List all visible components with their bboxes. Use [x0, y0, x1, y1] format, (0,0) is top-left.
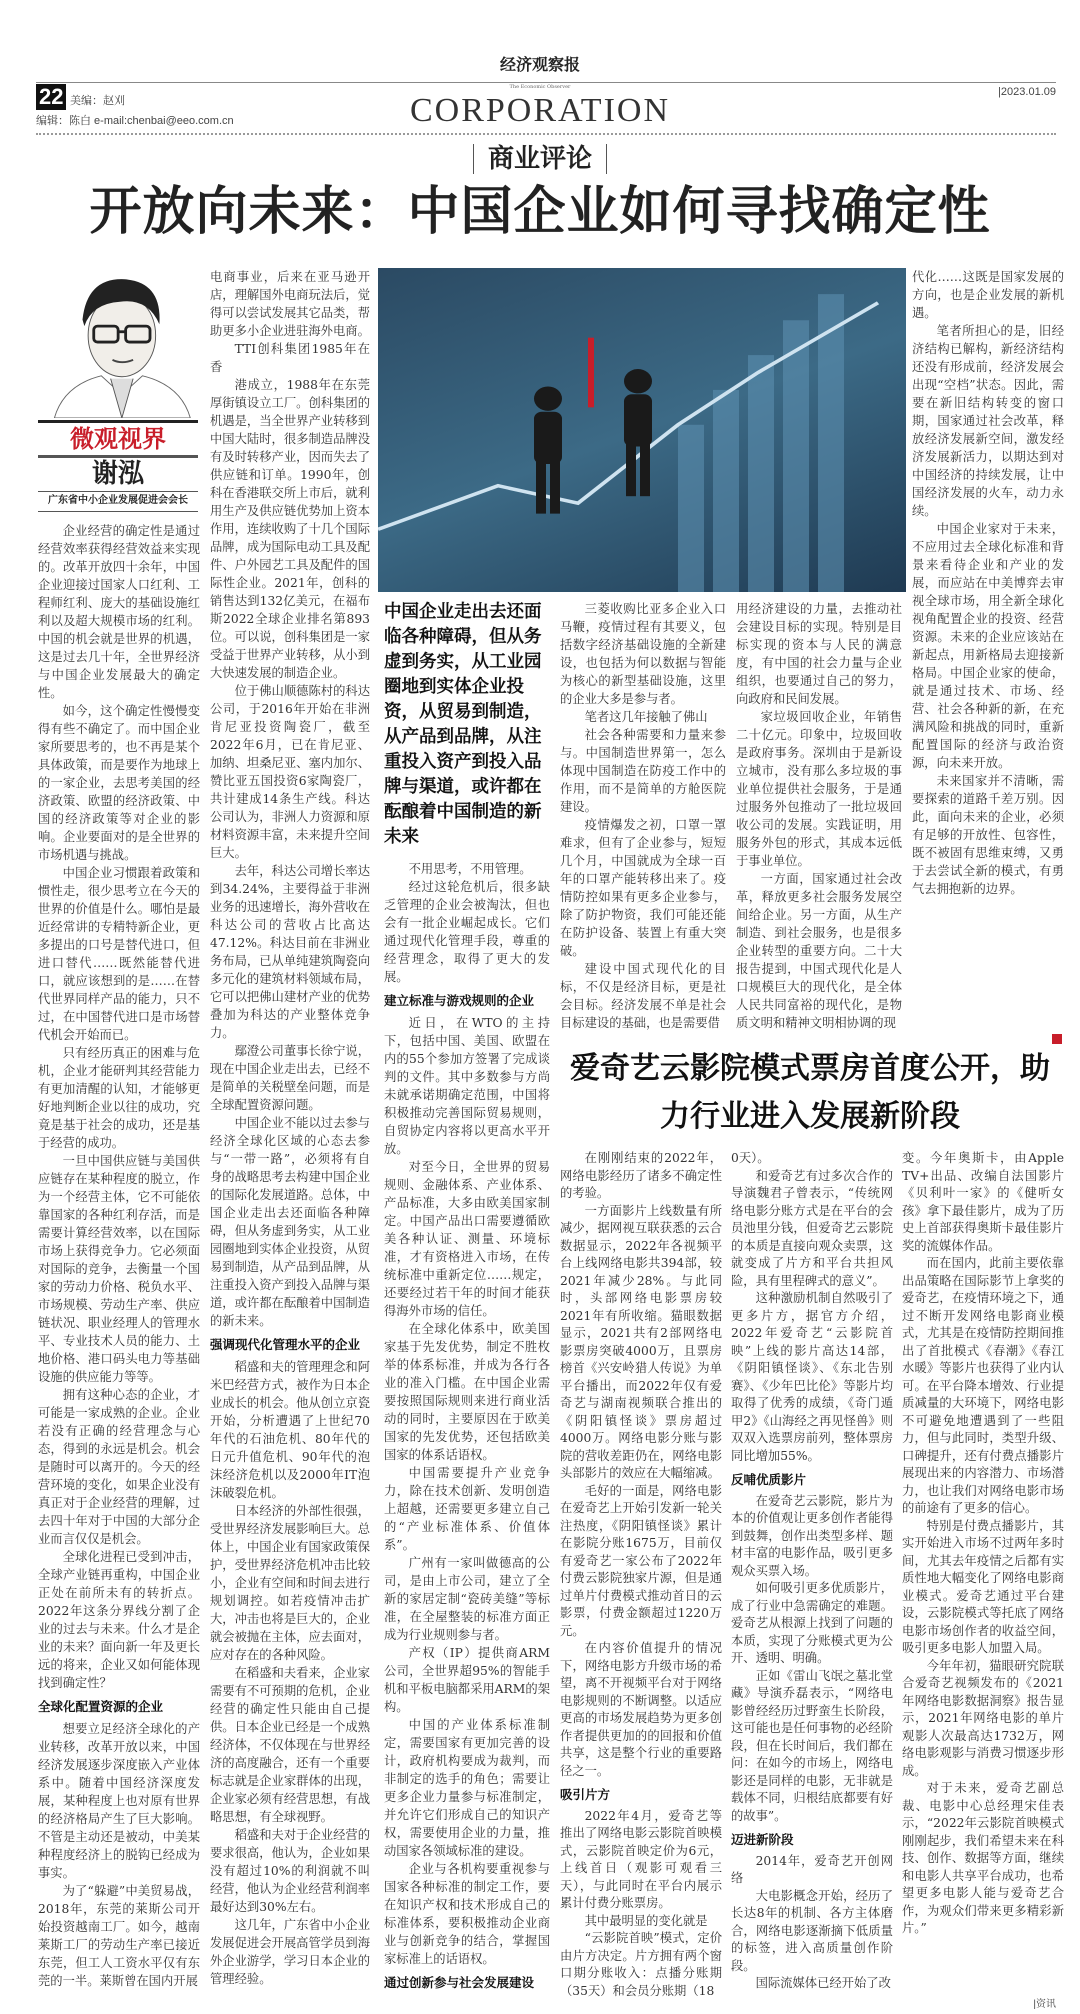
- paragraph: 位于佛山顺德陈村的科达公司，于2016年开始在非洲肯尼亚投资陶瓷厂，截至2022年6月，已在肯尼亚、加纳、坦桑尼亚、塞内加尔、赞比亚五国投资6家陶瓷厂，共计建成14条生产线。科达公司认为，非洲人力资源和原材料资源丰富，未来提升空间巨大。: [210, 684, 370, 860]
- editor-credit: 编辑：陈白 e-mail:chenbai@eeo.com.cn: [36, 115, 234, 127]
- paragraph: 拥有这种心态的企业，才可能是一家成熟的企业。企业若没有正确的经营理念与心态，得到的永远是机会。机会是随时可以离开的。今天的经营环境的变化，如果企业没有真正对于企业经营的理解，过去四十年对于中国的大部分企业而言仅仅是机会。: [38, 1388, 200, 1546]
- paragraph: 特别是付费点播影片，其实开始进入市场不过两年多时间，尤其去年疫情之后都有实质性地大幅变化了网络电影商业模式。爱奇艺通过平台建设，云影院模式等托底了网络电影市场创作者的收益空间，吸引更多电影人加盟入局。: [902, 1518, 1064, 1655]
- paragraph: 如今，这个确定性慢慢变得有些不确定了。而中国企业家所要思考的，也不再是某个具体政策，而是要作为地球上的一家企业，去思考美国的经济政策、欧盟的经济政策、中国的经济政策等对企业的影响。企业要面对的是全世界的市场机遇与挑战。: [38, 704, 200, 862]
- paragraph: 一方面，国家通过社会改革，释放更多社会服务发展空间给企业。另一方面，从生产制造、到社会服务，也是很多企业转型的重要方向。二十大报告提到，中国式现代化是人口规模巨大的现代化，是全体人民共同富裕的现代化，是物质文明和精神文明相协调的现: [736, 872, 902, 1030]
- paragraph: 建设中国式现代化的目标，不仅是经济目标，更是社会目标。经济发展不单是社会目标建设的基础，也是需要借: [560, 962, 726, 1030]
- paragraph: 不用思考，不用管理。: [408, 862, 532, 876]
- paragraph: 一方面影片上线数量有所减少，据网视互联获悉的云合数据显示，2022年各视频平台上线网络电影共394部，较2021年减少28%。与此同时，头部网络电影票房较2021年有所收缩。猫眼数据显示，2021共有2部网络电影票房突破4000万，且票房榜首《兴安岭猎人传说》为单平台播出，而2022年仅有爱奇艺与湖南视频联合推出的《阴阳镇怪谈》票房超过4000万。网络电影分账与影院的营收差距仍在，网络电影头部影片的效应在大幅缩减。: [560, 1203, 722, 1480]
- paragraph: 这种激励机制自然吸引了更多片方，据官方介绍，2022年爱奇艺“云影院首映”上线的影片高达14部，《阴阳镇怪谈》、《东北告别赛》、《少年巴比伦》等影片均取得了优秀的成绩，《奇门遁甲2》《山海经之再见怪兽》则双双入选票房前列，整体票房同比增加55%。: [731, 1291, 893, 1463]
- paragraph: 去年，科达公司增长率达到34.24%，主要得益于非洲业务的迅速增长，海外营收在科达公司的营收占比高达47.12%。科达目前在非洲业务布局，已从单纯建筑陶瓷向多元化的建筑材料领域布局，它可以把佛山建材产业的优势叠加为科达的产业整体竞争力。: [210, 864, 370, 1040]
- section-cn: [0, 138, 1080, 175]
- paragraph: 家垃圾回收企业，年销售二十亿元。印象中，垃圾回收是政府事务。深圳由于是新设立城市，没有那么多垃圾的事业单位提供社会服务，于是通过服务外包推动了一批垃圾回收公司的发展。实践证明，用服务外包的形式，其成本远低于事业单位。: [736, 710, 902, 868]
- article1-column-6: [912, 268, 1064, 1032]
- article1-column-5: [736, 600, 902, 1032]
- subheading: 强调现代化管理水平的企业: [210, 1337, 361, 1352]
- subheading: 通过创新参与社会发展建设: [384, 1975, 535, 1990]
- paragraph: 稻盛和夫的管理理念和阿米巴经营方式，被作为日本企业成长的机会。他从创立京瓷开始，分析遭遇了上世纪70年代的石油危机、80年代的日元升值危机、90年代的泡沫经济危机以及2000年IT泡沫破裂危机。: [210, 1360, 370, 1500]
- paragraph: 全球化进程已受到冲击，全球产业链再重构，中国企业正处在前所未有的转折点。2022年这条分界线分割了企业的过去与未来。什么才是企业的未来？面向新一年及更长远的将来，企业又如何能体现找到确定性？: [38, 1550, 200, 1690]
- author-name: 谢泓: [38, 458, 198, 492]
- paragraph: 在爱奇艺云影院，影片为本的价值观让更多创作者能得到鼓舞，创作出类型多样、题材丰富的电影作品，吸引更多观众买票入场。: [731, 1493, 893, 1578]
- paragraph: TTI创科集团1985年在香: [210, 342, 370, 374]
- article2-column-3: [902, 1150, 1064, 2000]
- paragraph: 对于未来，爱奇艺副总裁、电影中心总经理宋佳表示，“2022年云影院首映模式刚刚起步，我们希望未来在科技、创作、数据等方面，继续和电影人共享平台成功，也希望更多电影人能与爱奇艺合作，为观众们带来更多精彩新片。”: [902, 1781, 1064, 1935]
- paragraph: 正如《雷山飞氓之墓北堂藏》导演乔磊表示，“网络电影曾经经历过野蛮生长阶段，这可能也是任何事物的必经阶段，但在长时间后，我们都在问：在如今的市场上，网络电影还是同样的电影，无非就是载体不同，归根结底都要有好的故事”。: [731, 1668, 893, 1823]
- paragraph: 毛好的一面是，网络电影在爱奇艺上开始引发新一轮关注热度，《阴阳镇怪谈》累计在影院分账1675万，目前仅有爱奇艺一家公布了2022年付费云影院独家片源，但是通过单片付费模式推动首日的云影票，付费金额超过1220万元。: [560, 1483, 722, 1638]
- paragraph: 企业与各机构要重视参与国家各种标准的制定工作，要在知识产权和技术形成自己的标准体系，要积极推动企业商业与创新竞争的结合，掌握国家标准上的话语权。: [384, 1862, 550, 1966]
- author-portrait: [40, 268, 200, 418]
- dotted-divider: [36, 133, 1056, 135]
- paragraph: 在刚刚结束的2022年，网络电影经历了诸多不确定性的考验。: [560, 1151, 722, 1200]
- paragraph: 中国需要提升产业竞争力，除在技术创新、发明创造上超越，还需要更多建立自己的“产业标准体系、价值体系”。: [384, 1466, 550, 1552]
- article-photo: [378, 268, 906, 592]
- article-title: 开放向未来：中国企业如何寻找确定性: [89, 181, 991, 242]
- section-en: CORPORATION: [409, 92, 671, 129]
- article1-column-1: [38, 522, 200, 2000]
- paragraph: 想要立足经济全球化的产业转移，改革开放以来，中国经济发展逐步深度嵌入产业体系中。随着中国经济深度发展，某种程度上也对原有世界的经济格局产生了巨大影响。不管是主动还是被动，中美某种程度经济上的脱钩已经成为事实。: [38, 1722, 200, 1880]
- paragraph: 产权（IP）提供商ARM公司，全世界超95%的智能手机和平板电脑都采用ARM的架构。: [384, 1646, 550, 1714]
- paragraph: 如何吸引更多优质影片，成了行业中急需确定的难题。爱奇艺从根源上找到了问题的本质，实现了分账模式更为公开、透明、明确。: [731, 1581, 893, 1665]
- paragraph: 电商事业，后来在亚马逊开店，理解国外电商玩法后，觉得可以尝试发展其它品类，帮助更多小企业进驻海外电商。: [210, 270, 370, 338]
- paragraph: 稻盛和夫对于企业经营的要求很高，他认为，企业如果没有超过10%的利润就不叫经营，他认为企业经营利润率最好达到30%左右。: [210, 1828, 370, 1914]
- paragraph: 中国企业不能以过去参与经济全球化区域的心态去参与“一带一路”，必须将有自身的战略思考去构建中国企业的国际化发展道路。总体，中国企业走出去还面临各种障碍，但从务虚到务实，从工业园圈地到实体企业投资，从贸易到制造，从产品到品牌，从注重投入资产到投入品牌与渠道，或许都在酝酿着中国制造的新未来。: [210, 1116, 370, 1328]
- paragraph: 三菱收购比亚多企业入口马鞭，疫情过程有其要义，包括数字经济基础设施的全新建设，也包括为何以数据与智能为核心的新型基础设施，这里的企业大多是参与者。: [560, 602, 726, 706]
- paragraph: 广州有一家叫做德高的公司，是由上市公司，建立了全新的家居定制“瓷砖美缝”等标准，在全屋整装的标准方面正成为行业规则参与者。: [384, 1556, 550, 1642]
- paragraph: 2022年4月，爱奇艺等推出了网络电影云影院首映模式，云影院首映定价为6元，上线首日（观影可观看三天），与此同时在平台内展示累计付费分账票房。: [560, 1808, 722, 1910]
- issue-date: |2023.01.09: [998, 86, 1056, 98]
- end-mark-icon: [1052, 1034, 1062, 1044]
- paragraph: 中国企业习惯跟着政策和惯性走，很少思考立在今天的世界的价值是什么。哪怕是最近经常讲的专精特新企业，更多提出的口号是替代进口，但进口替代……既然能替代进口，就应该想到的是……在替代世界同样产品的能力，只不过，在中国替代进口是市场替代机会开始而已。: [38, 866, 200, 1042]
- page-number: 22: [36, 84, 66, 110]
- article1-column-3: [384, 860, 550, 2000]
- paragraph: 经过这轮危机后，很多缺乏管理的企业会被淘汰，但也会有一批企业崛起成长。它们通过现代化管理手段，尊重的经营理念，取得了更大的发展。: [384, 880, 550, 984]
- paragraph: 疫情爆发之初，口罩一罩难求，但有了企业参与，短短几个月，中国就成为全球一百年的口罩产能转移出来了。疫情防控如果有更多企业参与，除了防护物资，我们可能还能在防护设备、装置上有重大突破。: [560, 818, 726, 958]
- paragraph: 未来国家并不清晰，需要探索的道路千差万别。因此，面向未来的企业，必须有足够的开放性、包容性，既不被固有思维束缚，又勇于去尝试全新的模式，有勇气去拥抱新的边界。: [912, 774, 1064, 896]
- subheading: 反哺优质影片: [731, 1472, 807, 1487]
- column-name: 微观视界: [38, 420, 198, 458]
- paragraph: 在全球化体系中，欧美国家基于先发优势，制定不胜枚举的体系标准，并成为各行各业的准入门槛。在中国企业需要按照国际规则来进行商业活动的同时，主要原因在于欧美国家的先发优势，还包括欧美国家的体系话语权。: [384, 1322, 550, 1462]
- paragraph: 今年年初，猫眼研究院联合爱奇艺视频发布的《2021年网络电影数据洞察》报告显示，2021年网络电影的单片观影人次最高达1732万，网络电影观影与消费习惯逐步形成。: [902, 1658, 1064, 1778]
- paragraph: 对至今日，全世界的贸易规则、金融体系、产业体系、产品标准，大多由欧美国家制定。中国产品出口需要遵循欧美各种认证、测量、环境标准，才有资格进入市场，在传统标准中重新定位……规定，还要经过若干年的时间才能获得海外市场的信任。: [384, 1160, 550, 1318]
- art-editor: 美编：赵刈: [70, 95, 125, 107]
- section-cn-label: 商业评论: [473, 144, 607, 174]
- paragraph: 这几年，广东省中小企业发展促进会开展高管学员到海外企业游学，学习日本企业的管理经验。: [210, 1918, 370, 1986]
- paragraph: 变。今年奥斯卡，由Apple TV+出品、改编自法国影片《贝利叶一家》的《健听女孩》拿下最佳影片，成为了历史上首部获得奥斯卡最佳影片奖的流媒体作品。: [902, 1151, 1064, 1253]
- paragraph: 港成立，1988年在东莞厚街镇设立工厂。创科集团的机遇是，当全世界产业转移到中国大陆时，很多制造品牌没有及时转移产业，因而失去了供应链和订单。1990年，创科在香港联交所上市后，就利用生产及供应链优势加上资本作用，连续收购了十几个国际品牌，成为国际电动工具及配件、户外园艺工具及配件的国际性企业。2021年，创科的销售达到132亿美元，在福布斯2022全球企业排名第893位。可以说，创科集团是一家受益于世界产业转移，从小到大快速发展的制造企业。: [210, 378, 370, 680]
- article1-column-4: [560, 600, 726, 1032]
- pull-quote: 中国企业走出去还面临各种障碍，但从务虚到务实，从工业园圈地到实体企业投资，从贸易到制造，从产品到品牌，从注重投入资产到投入品牌与渠道，或许都在酝酿着中国制造的新未来: [384, 602, 542, 847]
- paragraph: 中国企业家对于未来，不应用过去全球化标准和背景来看待企业和产业的发展，而应站在中美博弈去审视全球市场，用全新全球化视角配置企业的投资、经营资源。未来的企业应该站在新起点，用新格局去迎接新格局。中国企业家的使命，就是通过技术、市场、经营、社会各种新的新，在充满风险和挑战的同时，重新配置国际的经济与政治资源，向未来开放。: [912, 522, 1064, 770]
- paragraph: 中国的产业体系标准制定，需要国家有更加完善的设计，政府机构要成为裁判，而非制定的选手的角色；需要让更多企业力量参与标准制定，并允许它们形成自己的知识产权，需要使用企业的力量，推动国家各领域标准的建设。: [384, 1718, 550, 1858]
- paragraph: “云影院首映”模式，定价由片方决定。片方拥有两个窗口期分账收入：点播分账期（35天）和会员分账期（18: [560, 1931, 722, 1998]
- subheading: 建立标准与游戏规则的企业: [384, 993, 535, 1008]
- paragraph: 0天）。: [731, 1151, 770, 1165]
- article2-title: 爱奇艺云影院模式票房首度公开，助力行业进入发展新阶段: [570, 1051, 1050, 1134]
- paragraph: 而在国内，此前主要依靠出品策略在国际影节上拿奖的爱奇艺，在疫情环境之下，通过不断开发网络电影商业模式，尤其是在疫情防控期间推出了首批模式《春潮》《春江水暖》等影片也获得了业内认可。在平台降本增效、行业提质减量的大环境下，网络电影不可避免地遭遇到了一些阻力，但与此同时，类型升级、口碑提升，还有付费点播影片展现出来的内容潜力、市场潜力，也让我们对网络电影市场的前途有了更多的信心。: [902, 1256, 1064, 1515]
- paragraph: 社会各种需要和力量来参与。中国制造世界第一，怎么体现中国制造在防疫工作中的作用，而不是简单的方舱医院建设。: [560, 728, 726, 814]
- article2-column-1: [560, 1150, 722, 2000]
- article2-column-2: [731, 1150, 893, 2000]
- footer-label: |资讯: [1033, 1999, 1056, 2010]
- paragraph: 日本经济的外部性很强，受世界经济发展影响巨大。总体上，中国企业有国家政策保护，受世界经济危机冲击比较小，企业有空间和时间去进行规划调控。如若疫情冲击扩大，冲击也将是巨大的，企业就会被抛在主体，应去面对，应对存在的各种风险。: [210, 1504, 370, 1662]
- paragraph: 一旦中国供应链与美国供应链存在某种程度的脱立，作为一个经营主体，它不可能依靠国家的各种红利存活，而是需要计算经营效率，以在国际市场上获得竞争力。它必须面对国际的竞争，去衡量一个国家的劳动力价格、税负水平、市场规模、劳动生产率、供应链状况、职业经理人的管理水平、专业技术人员的能力、土地价格、港口码头电力等基础设施的供应能力等等。: [38, 1154, 200, 1384]
- paragraph: 和爱奇艺有过多次合作的导演魏君子曾表示，“传统网络电影分账方式是在平台的会员池里分钱，但爱奇艺云影院的本质是直接向观众卖票，这就变成了片方和平台共担风险，具有里程碑式的意义”。: [731, 1168, 893, 1288]
- paragraph: 在内容价值提升的情况下，网络电影方升级市场的希望，离不开视频平台对于网络电影规则的不断调整。以适应更高的市场发展趋势为更多创作者提供更加的的回报和价值共享，这是整个行业的重要路径之一。: [560, 1641, 722, 1778]
- header-rule: [36, 82, 1056, 83]
- author-title: 广东省中小企业发展促进会会长: [38, 494, 198, 512]
- paragraph: 大电影概念开始，经历了长达8年的机制、各方主体磨合，网络电影逐渐摘下低质量的标签，进入高质量创作阶段。: [731, 1888, 893, 1973]
- article1-column-2: [210, 268, 370, 2000]
- newspaper-name: 经济观察报: [499, 55, 580, 74]
- paragraph: 为了“躲避”中美贸易战，2018年，东莞的莱斯公司开始投资越南工厂。如今，越南莱斯工厂的劳动生产率已接近东莞，但工人工资水平仅有东莞的一半。莱斯曾在国内开展: [38, 1884, 200, 1988]
- paragraph: 企业经营的确定性是通过经营效率获得经营效益来实现的。改革开放四十余年，中国企业迎接过国家人口红利、工程师红利、庞大的基础设施红利以及超大规模市场的红利。中国的机会就是世界的机遇，这是过去几十年，全世界经济与中国企业发展最大的确定性。: [38, 524, 200, 700]
- paragraph: 近日，在WTO的主持下，包括中国、美国、欧盟在内的55个参加方签署了完成谈判的文件。其中多数参与方尚未就承诺期确定范围，中国将积极推动完善国际贸易规则，自贸协定内容将以更高水平开放。: [384, 1016, 550, 1156]
- subheading: 迈进新阶段: [731, 1832, 794, 1847]
- subheading: 吸引片方: [560, 1787, 611, 1802]
- paragraph: 代化……这既是国家发展的方向，也是企业发展的新机遇。: [912, 270, 1064, 320]
- paragraph: 用经济建设的力量，去推动社会建设目标的实现。特别是目标实现的资本与人民的满意度，有中国的社会力量与企业组织，也要通过自己的努力，向政府和民间发展。: [736, 602, 902, 706]
- english-tagline: The Economic Observer: [509, 84, 571, 90]
- paragraph: 国际流媒体已经开始了改: [755, 1976, 891, 1990]
- paragraph: 笔者这几年接触了佛山: [584, 710, 708, 724]
- paragraph: 在稻盛和夫看来，企业家需要有不可预期的危机，企业经营的确定性只能由自己提供。日本企业已经是一个成熟经济体，不仅体现在与世界经济的高度融合，还有一个重要标志就是企业家群体的出现，企业家必须有经营思想，有战略思想，有全球视野。: [210, 1666, 370, 1824]
- paragraph: 其中最明显的变化就是: [584, 1913, 708, 1928]
- subheading: 全球化配置资源的企业: [38, 1699, 164, 1714]
- paragraph: 只有经历真正的困难与危机，企业才能研判其经营能力有更加清醒的认知，才能够更好地判断企业以往的成功，究竟是基于社会的成功，还是基于经营的成功。: [38, 1046, 200, 1150]
- paragraph: 鄢澄公司董事长徐宁说，现在中国企业走出去，已经不是简单的关税壁垒问题，而是全球配置资源问题。: [210, 1044, 370, 1112]
- paragraph: 2014年，爱奇艺开创网络: [731, 1853, 893, 1885]
- paragraph: 笔者所担心的是，旧经济结构已解构，新经济结构还没有形成前，经济发展会出现“空档”状态。因此，需要在新旧结构转变的窗口期，国家通过社会改革，释放经济发展新空间，激发经济发展新活力，以期达到对中国经济的持续发展，让中国经济发展的火车，动力永续。: [912, 324, 1064, 518]
